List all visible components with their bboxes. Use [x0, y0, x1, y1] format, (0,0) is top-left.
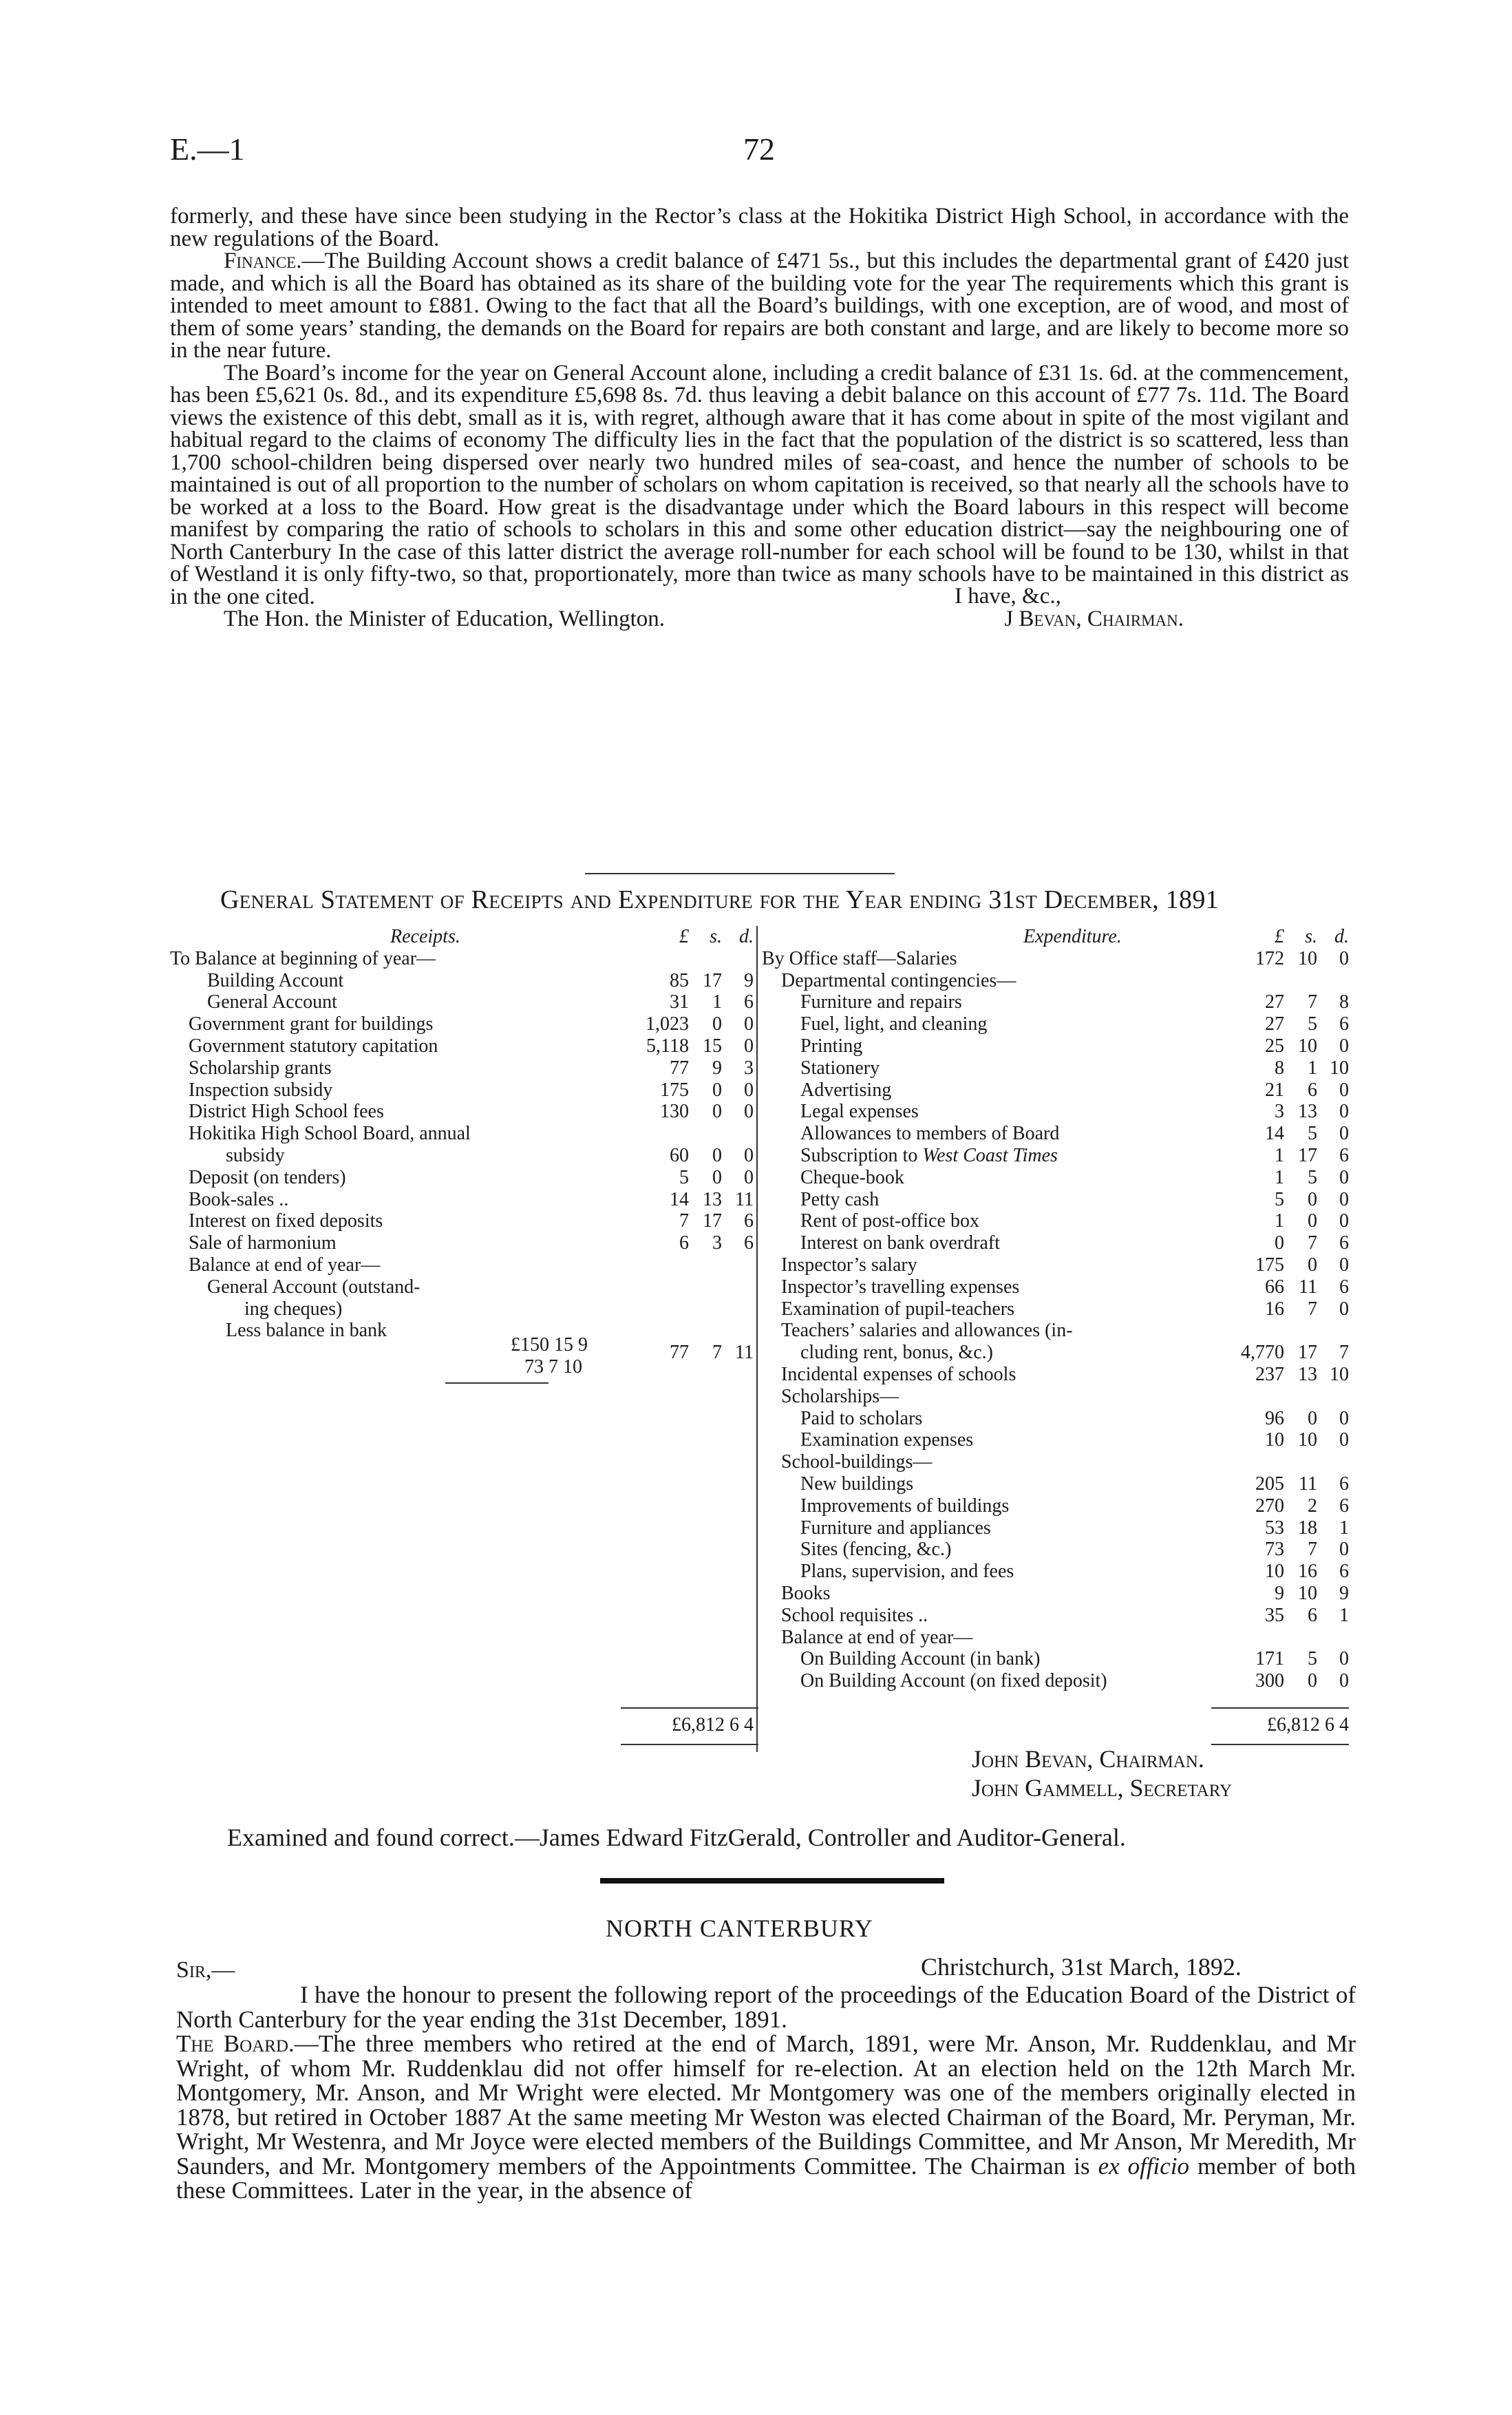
receipt-pounds: 5,118	[646, 1035, 689, 1057]
receipt-pounds: 7	[679, 1210, 689, 1232]
receipt-row	[170, 1167, 754, 1189]
dateline: Christchurch, 31st March, 1892.	[921, 1953, 1242, 1981]
expenditure-shillings: 18	[1298, 1517, 1317, 1539]
expenditure-pence: 0	[1339, 1298, 1349, 1320]
receipts-total-rule	[621, 1707, 758, 1709]
receipt-label: Government grant for buildings	[189, 1013, 434, 1035]
receipts-header	[170, 926, 754, 948]
paragraph-board	[176, 2032, 1356, 2203]
expenditure-pence: 0	[1339, 1101, 1349, 1123]
closing-line	[170, 585, 1349, 608]
receipt-row	[170, 1035, 754, 1057]
expenditure-row	[762, 1254, 1349, 1276]
expenditure-row	[762, 1298, 1349, 1320]
expenditure-row	[762, 948, 1349, 970]
receipt-shillings: 0	[712, 1079, 722, 1101]
expenditure-row	[762, 1364, 1349, 1386]
expenditure-label: Subscription to West Coast Times	[800, 1144, 1058, 1166]
receipt-pence: 0	[744, 1166, 754, 1188]
receipt-shillings: 1	[712, 991, 722, 1013]
expenditure-label: Inspector’s salary	[781, 1254, 917, 1276]
expenditure-row	[762, 1670, 1349, 1692]
expenditure-row	[762, 1473, 1349, 1495]
receipt-pounds: 130	[660, 1101, 689, 1123]
expenditure-pounds: 171	[1255, 1648, 1284, 1670]
pounds-header: £	[679, 926, 689, 947]
expenditure-pence: 10	[1330, 1363, 1349, 1385]
receipt-shillings: 9	[712, 1057, 722, 1079]
expenditure-row	[762, 1583, 1349, 1605]
expenditure-row	[762, 1101, 1349, 1123]
expenditure-pounds: 4,770	[1241, 1342, 1284, 1364]
expenditure-pounds: 35	[1265, 1604, 1284, 1626]
receipt-pounds: 85	[670, 969, 689, 991]
receipt-label: To Balance at beginning of year—	[170, 947, 436, 969]
expenditure-shillings: 7	[1308, 1539, 1317, 1561]
receipt-pounds: 14	[670, 1188, 689, 1210]
receipt-label: Interest on fixed deposits	[189, 1210, 383, 1232]
receipt-row	[170, 1145, 754, 1167]
receipt-pence: 11	[735, 1342, 754, 1364]
receipt-label: Less balance in bank	[226, 1320, 387, 1342]
column-divider	[756, 926, 758, 1752]
receipt-row	[170, 1123, 754, 1145]
expenditure-pence: 6	[1339, 1495, 1349, 1517]
expenditure-label: Rent of post-office box	[800, 1210, 979, 1232]
receipt-label: Inspection subsidy	[189, 1079, 333, 1101]
expenditure-label: On Building Account (in bank)	[800, 1648, 1041, 1670]
receipt-row	[170, 1342, 754, 1364]
pence-header: d.	[1334, 926, 1349, 947]
salutation: Sir,—	[176, 1957, 235, 1983]
expenditure-label: Examination of pupil-teachers	[781, 1298, 1014, 1320]
expenditure-pence: 0	[1339, 1188, 1349, 1210]
expenditure-pounds: 66	[1265, 1276, 1284, 1298]
expenditure-row	[762, 1320, 1349, 1342]
expenditure-row	[762, 1123, 1349, 1145]
expenditure-pence: 0	[1339, 1648, 1349, 1670]
expenditure-shillings: 7	[1308, 1232, 1317, 1254]
receipts-heading: Receipts.	[390, 926, 460, 947]
receipt-row	[170, 1254, 754, 1276]
expenditure-label: Stationery	[800, 1057, 880, 1079]
expenditure-label: Books	[781, 1582, 831, 1604]
receipt-shillings: 3	[712, 1232, 722, 1254]
expenditure-shillings: 2	[1308, 1495, 1317, 1517]
expenditure-label: Examination expenses	[800, 1429, 974, 1451]
expenditure-pounds: 16	[1265, 1298, 1284, 1320]
receipt-pounds: 77	[670, 1057, 689, 1079]
expenditure-shillings: 13	[1298, 1363, 1317, 1385]
pence-header: d.	[739, 926, 754, 947]
expenditure-row	[762, 1495, 1349, 1517]
expenditure-pence: 6	[1339, 1276, 1349, 1298]
ex-officio: ex officio	[1098, 2152, 1190, 2180]
expenditure-label: cluding rent, bonus, &c.)	[800, 1342, 993, 1364]
expenditure-row	[762, 1627, 1349, 1649]
expenditure-total: £6,812 6 4	[1267, 1714, 1349, 1736]
expenditure-row	[762, 1386, 1349, 1408]
receipt-label: ing cheques)	[244, 1298, 343, 1320]
expenditure-row	[762, 1276, 1349, 1298]
paragraph-finance	[170, 250, 1349, 362]
expenditure-pounds: 172	[1255, 947, 1284, 969]
expenditure-row	[762, 1210, 1349, 1232]
expenditure-pounds: 10	[1265, 1429, 1284, 1451]
expenditure-pounds: 0	[1275, 1232, 1284, 1254]
expenditure-pence: 6	[1339, 1473, 1349, 1495]
expenditure-pounds: 27	[1265, 991, 1284, 1013]
expenditure-label: Cheque-book	[800, 1166, 904, 1188]
receipt-label: General Account	[207, 991, 337, 1013]
expenditure-label: Plans, supervision, and fees	[800, 1561, 1014, 1583]
statement-title: General Statement of Receipts and Expenditure for the Year ending 31st December, 1891	[220, 885, 1219, 914]
expenditure-shillings: 16	[1298, 1561, 1317, 1583]
expenditure-pounds: 300	[1255, 1670, 1284, 1692]
expenditure-row	[762, 1057, 1349, 1079]
expenditure-row	[762, 1342, 1349, 1364]
receipt-label: Book-sales ..	[189, 1188, 289, 1210]
expenditure-row	[762, 1539, 1349, 1561]
expenditure-pounds: 1	[1275, 1166, 1284, 1188]
finance-text: —The Building Account shows a credit balance of £471 5s., but this includes the departmental grant of £420 just made, and which is all the Board has obtained as its share of the building vote for the year The requirements which this grant is intended to meet amount to £881. Owing to the fact that all the Board’s buildings, with one exception, are of wood, and most of them of some years’ standing, the demands on the Board for repairs are both constant and large, and are likely to become more so in the near future.	[170, 249, 1349, 363]
expenditure-pounds: 175	[1255, 1254, 1284, 1276]
expenditure-shillings: 10	[1298, 1429, 1317, 1451]
expenditure-pounds: 5	[1275, 1188, 1284, 1210]
expenditure-pence: 0	[1339, 947, 1349, 969]
receipt-shillings: 13	[703, 1188, 722, 1210]
expenditure-pence: 0	[1339, 1035, 1349, 1057]
expenditure-shillings: 0	[1308, 1210, 1317, 1232]
expenditure-pence: 0	[1339, 1407, 1349, 1429]
expenditure-pence: 0	[1339, 1670, 1349, 1692]
receipt-label: Government statutory capitation	[189, 1035, 438, 1057]
expenditure-row	[762, 1189, 1349, 1211]
expenditure-shillings: 5	[1308, 1166, 1317, 1188]
receipt-pounds: 31	[670, 991, 689, 1013]
expenditure-shillings: 0	[1308, 1670, 1317, 1692]
expenditure-shillings: 7	[1308, 1298, 1317, 1320]
signature-chairman: J Bevan, Chairman.	[1004, 607, 1184, 631]
expenditure-shillings: 0	[1308, 1188, 1317, 1210]
expenditure-row	[762, 1167, 1349, 1189]
expenditure-rows	[762, 948, 1349, 1692]
expenditure-shillings: 1	[1308, 1057, 1317, 1079]
expenditure-heading: Expenditure.	[1023, 926, 1122, 947]
receipt-row	[170, 1079, 754, 1101]
receipt-label: Scholarship grants	[189, 1057, 332, 1079]
receipt-pounds: 175	[660, 1079, 689, 1101]
expenditure-shillings: 10	[1298, 1582, 1317, 1604]
receipt-pence: 0	[744, 1035, 754, 1057]
expenditure-pounds: 96	[1265, 1407, 1284, 1429]
receipt-pence: 9	[744, 969, 754, 991]
receipt-row	[170, 1210, 754, 1232]
expenditure-shillings: 6	[1308, 1079, 1317, 1101]
expenditure-pounds: 27	[1265, 1013, 1284, 1035]
page-number: 72	[743, 131, 775, 167]
receipts-total-underline	[621, 1744, 758, 1745]
expenditure-label: Interest on bank overdraft	[800, 1232, 1000, 1254]
expenditure-label: Teachers’ salaries and allowances (in-	[781, 1320, 1073, 1342]
paragraph-formerly: formerly, and these have since been studying in the Rector’s class at the Hokitika District High School, in accordance with the new regulations of the Board.	[170, 204, 1349, 251]
expenditure-shillings: 11	[1299, 1276, 1317, 1298]
expenditure-shillings: 10	[1298, 1035, 1317, 1057]
expenditure-pounds: 21	[1265, 1079, 1284, 1101]
expenditure-pence: 0	[1339, 1079, 1349, 1101]
expenditure-label: Paid to scholars	[800, 1407, 923, 1429]
receipt-row	[170, 1298, 754, 1320]
expenditure-row	[762, 1451, 1349, 1473]
less-balance-amount: 73 7 10	[524, 1356, 582, 1378]
auditor-certification: Examined and found correct.—James Edward FitzGerald, Controller and Auditor-General.	[227, 1824, 1126, 1851]
expenditure-pounds: 9	[1275, 1582, 1284, 1604]
paragraph-report-intro: I have the honour to present the following report of the proceedings of the Education Board of the District of North Canterbury for the year ending the 31st December, 1891.	[176, 1981, 1356, 2033]
receipt-label: Sale of harmonium	[189, 1232, 337, 1254]
expenditure-label: Scholarships—	[781, 1385, 899, 1407]
receipts-rows	[170, 948, 754, 1364]
expenditure-pence: 0	[1339, 1210, 1349, 1232]
outstanding-cheques-amount: £150 15 9	[511, 1334, 588, 1356]
expenditure-shillings: 10	[1298, 947, 1317, 969]
receipt-shillings: 7	[712, 1342, 722, 1364]
receipt-shillings: 0	[712, 1166, 722, 1188]
north-canterbury-title: NORTH CANTERBURY	[606, 1915, 873, 1942]
expenditure-pounds: 1	[1275, 1144, 1284, 1166]
shillings-header: s.	[710, 926, 722, 947]
receipt-pounds: 77	[670, 1342, 689, 1364]
receipt-shillings: 17	[703, 969, 722, 991]
paragraph-income	[170, 362, 1349, 609]
expenditure-pounds: 3	[1275, 1101, 1284, 1123]
expenditure-row	[762, 991, 1349, 1013]
expenditure-pounds: 270	[1255, 1495, 1284, 1517]
heavy-divider	[600, 1878, 944, 1884]
receipt-pence: 11	[735, 1188, 754, 1210]
expenditure-pence: 1	[1339, 1604, 1349, 1626]
shillings-header: s.	[1305, 926, 1317, 947]
expenditure-row	[762, 1013, 1349, 1035]
expenditure-label: Sites (fencing, &c.)	[800, 1539, 952, 1561]
receipt-row	[170, 1320, 754, 1342]
receipt-row	[170, 1013, 754, 1035]
westland-report-text	[170, 205, 1349, 631]
receipt-pence: 0	[744, 1144, 754, 1166]
expenditure-pence: 0	[1339, 1166, 1349, 1188]
expenditure-pounds: 1	[1275, 1210, 1284, 1232]
expenditure-pence: 0	[1339, 1539, 1349, 1561]
income-text: The Board’s income for the year on General Account alone, including a credit balance of £31 1s. 6d. at the commencement, has been £5,621 0s. 8d., and its expenditure £5,698 8s. 7d. thus leaving a debit balance on this account of £77 7s. 11d. The Board views the existence of this debt, small as it is, with regret, although aware that it has come about in spite of the most vigilant and habitual regard to the claims of economy The difficulty lies in the fact that the population of the district is so scattered, less than 1,700 school-children being dispersed over nearly two hundred miles of sea-coast, and hence the number of schools to be maintained is out of all proportion to the number of scholars on whom capitation is received, so that nearly all the schools have to be worked at a loss to the Board. How great is the disadvantage under which the Board labours in this respect will become manifest by comparing the ratio of schools to scholars in this and some other education district—say the neighbouring one of North Canterbury In the case of this latter district the average roll-number for each school will be found to be 130, whilst in that of Westland it is only fifty-two, so that, proportionately, more than twice as many schools have to be maintained in this district as in the one cited.	[170, 360, 1349, 609]
expenditure-total-underline	[1211, 1744, 1349, 1745]
expenditure-pence: 6	[1339, 1144, 1349, 1166]
expenditure-pence: 6	[1339, 1232, 1349, 1254]
receipt-label: Hokitika High School Board, annual	[189, 1123, 471, 1145]
expenditure-label: Incidental expenses of schools	[781, 1363, 1016, 1385]
expenditure-pence: 6	[1339, 1561, 1349, 1583]
expenditure-row	[762, 970, 1349, 992]
north-canterbury-text	[176, 1983, 1356, 2203]
receipt-shillings: 0	[712, 1144, 722, 1166]
expenditure-total-rule	[1211, 1707, 1349, 1709]
expenditure-label: New buildings	[800, 1473, 914, 1495]
board-heading: The Board.	[176, 2030, 295, 2057]
signed-secretary: John Gammell, Secretary	[972, 1774, 1233, 1802]
receipt-row	[170, 1101, 754, 1123]
expenditure-row	[762, 1648, 1349, 1670]
expenditure-row	[762, 1517, 1349, 1539]
expenditure-shillings: 11	[1299, 1473, 1317, 1495]
expenditure-shillings: 17	[1298, 1342, 1317, 1364]
addressee-line	[170, 608, 1349, 631]
expenditure-pounds: 25	[1265, 1035, 1284, 1057]
addressee: The Hon. the Minister of Education, Wellington.	[224, 607, 666, 631]
expenditure-column	[762, 926, 1349, 1736]
expenditure-label: Balance at end of year—	[781, 1626, 973, 1648]
expenditure-shillings: 0	[1308, 1254, 1317, 1276]
receipt-pounds: 5	[679, 1166, 689, 1188]
expenditure-shillings: 5	[1308, 1648, 1317, 1670]
expenditure-pounds: 53	[1265, 1517, 1284, 1539]
receipt-pence: 0	[744, 1101, 754, 1123]
receipt-label: District High School fees	[189, 1101, 384, 1123]
expenditure-pence: 1	[1339, 1517, 1349, 1539]
receipt-shillings: 17	[703, 1210, 722, 1232]
expenditure-label: By Office staff—Salaries	[762, 947, 957, 969]
receipt-pounds: 6	[679, 1232, 689, 1254]
section-divider	[585, 873, 895, 874]
closing-text: I have, &c.,	[955, 584, 1061, 609]
receipt-label: subsidy	[226, 1144, 285, 1166]
receipt-label: Building Account	[207, 969, 344, 991]
pounds-header: £	[1275, 926, 1284, 947]
expenditure-row	[762, 1035, 1349, 1057]
receipt-pence: 6	[744, 1210, 754, 1232]
expenditure-pounds: 237	[1255, 1363, 1284, 1385]
expenditure-pence: 0	[1339, 1429, 1349, 1451]
expenditure-label: School-buildings—	[781, 1451, 933, 1473]
signed-chairman: John Bevan, Chairman.	[972, 1745, 1204, 1773]
receipt-label: Balance at end of year—	[189, 1254, 381, 1276]
expenditure-label: Advertising	[800, 1079, 892, 1101]
expenditure-label: Inspector’s travelling expenses	[781, 1276, 1020, 1298]
expenditure-label: Furniture and appliances	[800, 1517, 991, 1539]
expenditure-shillings: 7	[1308, 991, 1317, 1013]
receipt-pence: 0	[744, 1079, 754, 1101]
receipt-row	[170, 1232, 754, 1254]
receipt-row	[170, 948, 754, 970]
receipts-column	[170, 926, 754, 1736]
expenditure-shillings: 17	[1298, 1144, 1317, 1166]
subtotal-rule	[445, 1382, 549, 1384]
expenditure-row	[762, 1232, 1349, 1254]
receipt-row	[170, 991, 754, 1013]
expenditure-pounds: 8	[1275, 1057, 1284, 1079]
expenditure-header	[762, 926, 1349, 948]
receipt-shillings: 15	[703, 1035, 722, 1057]
expenditure-row	[762, 1429, 1349, 1451]
expenditure-label: Departmental contingencies—	[781, 969, 1016, 991]
expenditure-pence: 0	[1339, 1254, 1349, 1276]
receipt-pounds: 1,023	[646, 1013, 689, 1035]
expenditure-shillings: 5	[1308, 1123, 1317, 1145]
expenditure-row	[762, 1561, 1349, 1583]
expenditure-pence: 9	[1339, 1582, 1349, 1604]
expenditure-pounds: 14	[1265, 1123, 1284, 1145]
expenditure-row	[762, 1079, 1349, 1101]
expenditure-pence: 7	[1339, 1342, 1349, 1364]
receipt-row	[170, 1057, 754, 1079]
expenditure-label: On Building Account (on fixed deposit)	[800, 1670, 1107, 1692]
expenditure-label: Improvements of buildings	[800, 1495, 1010, 1517]
board-text-end: member of both these Committees. Later in the year, in the absence of	[176, 2152, 1356, 2204]
receipt-pence: 0	[744, 1013, 754, 1035]
expenditure-row	[762, 1145, 1349, 1167]
document-reference: E.—1	[170, 131, 245, 167]
board-text: —The three members who retired at the end of March, 1891, were Mr. Anson, Mr. Ruddenklau, and Mr Wright, of whom Mr. Ruddenklau did not offer himself for re-election. At an election held on the 12th March Mr. Montgomery, Mr. Anson, and Mr Wright were elected. Mr Montgomery was one of the members originally elected in 1878, but retired in October 1887 At the same meeting Mr Weston was elected Chairman of the Board, Mr. Peryman, Mr. Wright, Mr Westenra, and Mr Joyce were elected members of the Buildings Committee, and Mr Anson, Mr Meredith, Mr Saunders, and Mr. Montgomery members of the Appointments Committee. The Chairman is	[176, 2030, 1356, 2180]
receipt-label: General Account (outstand-	[207, 1276, 420, 1298]
receipt-row	[170, 970, 754, 992]
expenditure-pence: 8	[1339, 991, 1349, 1013]
receipt-pence: 3	[744, 1057, 754, 1079]
receipt-shillings: 0	[712, 1101, 722, 1123]
receipt-label: Deposit (on tenders)	[189, 1166, 346, 1188]
expenditure-pounds: 205	[1255, 1473, 1284, 1495]
expenditure-row	[762, 1605, 1349, 1627]
receipts-total: £6,812 6 4	[672, 1714, 754, 1736]
expenditure-shillings: 0	[1308, 1407, 1317, 1429]
expenditure-label: Petty cash	[800, 1188, 880, 1210]
receipt-pence: 6	[744, 1232, 754, 1254]
expenditure-pounds: 73	[1265, 1539, 1284, 1561]
receipt-pounds: 60	[670, 1144, 689, 1166]
expenditure-pence: 10	[1330, 1057, 1349, 1079]
expenditure-label: Furniture and repairs	[800, 991, 962, 1013]
expenditure-pence: 0	[1339, 1123, 1349, 1145]
receipt-shillings: 0	[712, 1013, 722, 1035]
receipt-row	[170, 1276, 754, 1298]
expenditure-label: Printing	[800, 1035, 863, 1057]
expenditure-pence: 6	[1339, 1013, 1349, 1035]
expenditure-label: Fuel, light, and cleaning	[800, 1013, 988, 1035]
finance-heading: Finance.	[224, 249, 302, 273]
expenditure-pounds: 10	[1265, 1561, 1284, 1583]
receipt-row	[170, 1189, 754, 1211]
expenditure-shillings: 6	[1308, 1604, 1317, 1626]
expenditure-shillings: 5	[1308, 1013, 1317, 1035]
expenditure-shillings: 13	[1298, 1101, 1317, 1123]
expenditure-label: Legal expenses	[800, 1101, 919, 1123]
expenditure-label: School requisites ..	[781, 1604, 928, 1626]
expenditure-label: Allowances to members of Board	[800, 1123, 1060, 1145]
expenditure-row	[762, 1408, 1349, 1430]
receipt-pence: 6	[744, 991, 754, 1013]
